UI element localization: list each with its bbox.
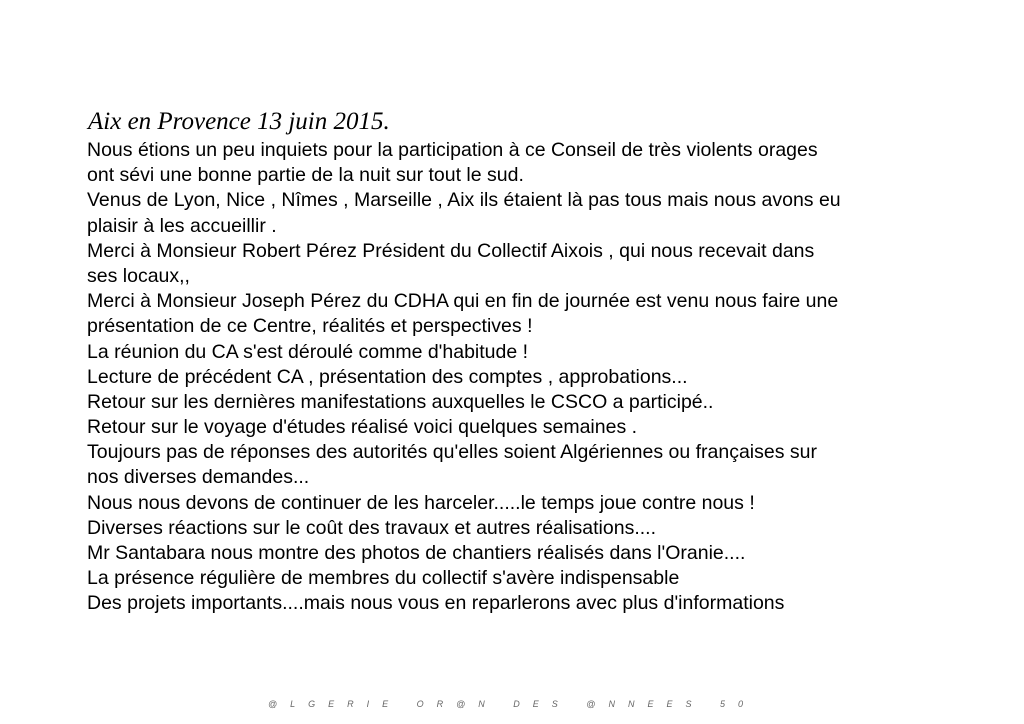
body-line: plaisir à les accueillir . — [87, 214, 277, 237]
body-line: Diverses réactions sur le coût des travaux et autres réalisations.... — [87, 516, 657, 539]
body-line: ses locaux,, — [87, 264, 190, 287]
body-line: Toujours pas de réponses des autorités qu'elles soient Algériennes ou françaises sur — [87, 441, 817, 464]
body-line: Des projets importants....mais nous vous en reparlerons avec plus d'informations — [87, 592, 785, 615]
body-line: Retour sur les dernières manifestations auxquelles le CSCO a participé.. — [87, 390, 714, 413]
body-line: Retour sur le voyage d'études réalisé voici quelques semaines . — [87, 416, 638, 439]
page-footer: @LGERIE OR@N DES @NNEES 50 — [268, 699, 756, 709]
body-line: Nous nous devons de continuer de les harceler.....le temps joue contre nous ! — [87, 491, 755, 514]
body-line: La présence régulière de membres du collectif s'avère indispensable — [87, 567, 680, 590]
body-line: Nous étions un peu inquiets pour la participation à ce Conseil de très violents orages — [87, 139, 818, 161]
body-line: nos diverses demandes... — [87, 466, 310, 489]
document-body — [87, 138, 987, 617]
body-line: Merci à Monsieur Joseph Pérez du CDHA qui en fin de journée est venu nous faire une — [87, 290, 839, 313]
body-line: ont sévi une bonne partie de la nuit sur tout le sud. — [87, 164, 524, 187]
body-line: Merci à Monsieur Robert Pérez Président du Collectif Aixois , qui nous recevait dans — [87, 239, 815, 262]
body-line: Mr Santabara nous montre des photos de chantiers réalisés dans l'Oranie.... — [87, 542, 746, 564]
body-line: La réunion du CA s'est déroulé comme d'habitude ! — [87, 340, 529, 363]
document-heading: Aix en Provence 13 juin 2015. — [88, 108, 390, 135]
body-line: Lecture de précédent CA , présentation des comptes , approbations... — [87, 365, 688, 388]
body-line: Venus de Lyon, Nice , Nîmes , Marseille , Aix ils étaient là pas tous mais nous avons eu — [87, 189, 841, 212]
body-line: présentation de ce Centre, réalités et perspectives ! — [87, 315, 533, 338]
